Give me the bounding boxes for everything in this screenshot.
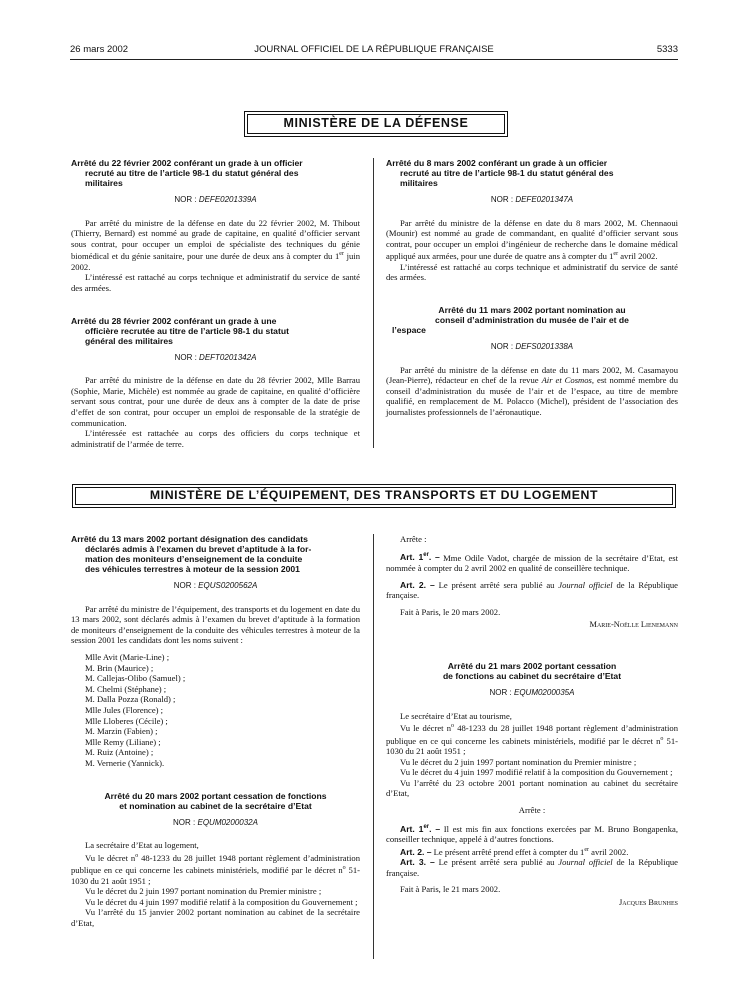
page-header: [70, 44, 678, 58]
a1-paragraph-1: Par arrêté du ministre de la défense en date du 22 février 2002, M. Thibout (Thierry, Bernard) est nommé au grade de capitaine, en qualité d’officier servant sous contrat, pour occuper un emploi de spécialiste des techniques du génie biomédical et du génie sanitaire, pour une durée de deux ans à compter du 1er juin 2002.: [71, 217, 360, 272]
a7-title: Arrêté du 21 mars 2002 portant cessation de fonctions au cabinet du secrétaire d’Etat: [442, 661, 622, 682]
a6-paragraph-5: Vu l’arrêté du 15 janvier 2002 portant nomination au cabinet de la secrétaire d’Etat,: [71, 907, 360, 928]
a2-title: Arrêté du 28 février 2002 conférant un grade à une officière recrutée au titre de l’article 98-1 du statut général des militaires: [71, 315, 289, 346]
ministry-equipment-title: MINISTÈRE DE L’ÉQUIPEMENT, DES TRANSPORTS ET DU LOGEMENT: [149, 488, 599, 502]
a6-paragraph-4: Vu le décret du 4 juin 1997 modifié relatif à la composition du Gouvernement ;: [85, 896, 358, 907]
column-divider: [373, 158, 374, 448]
a7-paragraph-2: Vu le décret $n^o$ 48-1233 du 28 juillet 1948 portant règlement d’administration publique en ce qui concerne les cabinets ministériels, modifié par le décret $n^o$ 51-1030 du 21 août 1951 ;: [386, 723, 679, 757]
ministry-defense-box: [244, 111, 508, 137]
list-item: M. Brin (Maurice) ;: [85, 662, 154, 673]
a6-nor: NOR : EQUM0200032A: [173, 817, 258, 827]
a4-nor: NOR : DEFS0201338A: [490, 342, 574, 352]
a6-signature: Marie-Noëlle Lienemann: [589, 620, 678, 630]
equipment-left-column: [71, 534, 360, 929]
a7-paragraph-1: Le secrétaire d’Etat au tourisme,: [400, 710, 512, 721]
a6-paragraph-2: Vu le décret $n^o$ 48-1233 du 28 juillet 1948 portant règlement d’administration publique en ce qui concerne les cabinets ministériels, modifié par le décret $n^o$ 51-1030 du 21 août 1951 ;: [71, 852, 360, 886]
a6-article-2: Art. 2. – Le présent arrêté sera publié au Journal officiel de la République française.: [386, 579, 678, 601]
a7-article-3: Art. 3. – Le présent arrêté sera publié au Journal officiel de la République française.: [386, 857, 678, 878]
list-item: Mlle Jules (Florence) ;: [85, 704, 164, 715]
a5-title: Arrêté du 13 mars 2002 portant désignation des candidats déclarés admis à l’examen du brevet d’aptitude à la for- mation des moniteurs d’enseignement de la conduite des véhicules terrestres à moteur de la session 2001: [71, 534, 312, 574]
a6-arrete: Arrête :: [400, 534, 427, 544]
equipment-right-column: [386, 534, 678, 909]
a6-done-at: Fait à Paris, le 20 mars 2002.: [400, 606, 501, 617]
list-item: Mlle Avit (Marie-Line) ;: [85, 651, 170, 662]
ministry-defense-title: MINISTÈRE DE LA DÉFENSE: [283, 116, 469, 130]
a7-article-2: Art. 2. – Le présent arrêté prend effet à compter du 1er avril 2002.: [400, 846, 629, 857]
a5-nor: NOR : EQUS0200562A: [173, 581, 258, 590]
a1-title: Arrêté du 22 février 2002 conférant un grade à un officier recruté au titre de l’article 98-1 du statut général des militaires: [71, 158, 303, 188]
a3-paragraph-2: L’intéressé est rattaché au corps technique et administratif du service de santé des armées.: [386, 261, 678, 283]
a1-paragraph-2: L’intéressé est rattaché au corps technique et administratif du service de santé des armées.: [71, 272, 360, 294]
a4-title: Arrêté du 11 mars 2002 portant nomination au conseil d’administration du musée de l’air et de l’espace: [392, 305, 629, 336]
list-item: Mlle Lloberes (Cécile) ;: [85, 715, 168, 726]
a4-paragraph-1: Par arrêté du ministre de la défense en date du 11 mars 2002, M. Casamayou (Jean-Pierre), rédacteur en chef de la revue Air et Cosmos, est nommé membre du conseil d’administration du musée de l’air et de l’espace, au titre de membre qualifié, en remplacement de M. Polacco (Michel), président de l’association des journalistes professionnels de l’aéronautique.: [386, 364, 678, 417]
a3-nor: NOR : DEFE0201347A: [490, 195, 574, 204]
a5-paragraph-1: Par arrêté du ministre de l’équipement, des transports et du logement en date du 13 mars 2002, sont déclarés admis à l’examen du brevet d’aptitude à la formation de moniteurs d’enseignement de la conduite des véhicules terrestres à moteur de la session 2001 les candidats dont les noms suivent :: [71, 603, 360, 646]
list-item: M. Vernerie (Yannick).: [85, 757, 165, 768]
defense-right-column: [386, 158, 678, 418]
list-item: M. Dalla Pozza (Ronald) ;: [85, 694, 176, 705]
a6-paragraph-3: Vu le décret du 2 juin 1997 portant nomination du Premier ministre ;: [85, 886, 322, 897]
a2-nor: NOR : DEFT0201342A: [174, 352, 257, 362]
list-item: M. Marzin (Fabien) ;: [85, 726, 158, 737]
ministry-equipment-box: [72, 484, 676, 508]
a7-nor: NOR : EQUM0200035A: [489, 688, 575, 698]
a1-nor: NOR : DEFE0201339A: [174, 195, 257, 204]
a5-candidate-list: [71, 652, 360, 769]
a6-title: Arrêté du 20 mars 2002 portant cessation de fonctions et nomination au cabinet de la secrétaire d’Etat: [104, 790, 327, 811]
list-item: Mlle Remy (Liliane) ;: [85, 736, 161, 747]
a6-paragraph-1: La secrétaire d’Etat au logement,: [85, 840, 199, 851]
header-date: 26 mars 2002: [70, 44, 129, 55]
defense-left-column: [71, 158, 360, 449]
a7-paragraph-4: Vu le décret du 4 juin 1997 modifié relatif à la composition du Gouvernement ;: [400, 767, 673, 778]
list-item: M. Callejas-Olibo (Samuel) ;: [85, 673, 186, 684]
a3-paragraph-1: Par arrêté du ministre de la défense en date du 8 mars 2002, M. Chennaoui (Mounir) est nommé au grade de commandant, en qualité d’officier servant sous contrat, pour occuper un emploi d’ingénieur de recherche dans le domaine médical appliqué aux armées, pour une durée de quatre ans à compter du 1er avril 2002.: [386, 217, 678, 262]
a7-paragraph-5: Vu l’arrêté du 23 octobre 2001 portant nomination au cabinet du secrétaire d’Etat,: [386, 777, 678, 799]
a7-done-at: Fait à Paris, le 21 mars 2002.: [400, 884, 501, 895]
a2-paragraph-1: Par arrêté du ministre de la défense en date du 28 février 2002, Mlle Barrau (Sophie, Marie, Michèle) est nommée au grade de capitaine, en qualité d’officière servant sous contrat, pour une durée de deux ans à compter de la date de prise d’effet de son contrat, pour occuper un emploi de responsable de la stratégie de communication.: [71, 375, 360, 428]
a7-paragraph-3: Vu le décret du 2 juin 1997 portant nomination du Premier ministre ;: [400, 756, 637, 767]
a7-article-1: Art. 1er. – Il est mis fin aux fonctions exercées par M. Bruno Bongapenka, conseiller technique, appelé à d’autres fonctions.: [386, 823, 678, 845]
list-item: M. Ruiz (Antoine) ;: [85, 747, 154, 758]
column-divider: [373, 534, 374, 959]
a7-signature: Jacques Brunhes: [619, 897, 678, 907]
a7-arrete: Arrête :: [518, 805, 546, 816]
header-page-number: 5333: [656, 44, 678, 55]
a2-paragraph-2: L’intéressée est rattachée au corps des officiers du corps technique et administratif de l’armée de terre.: [71, 428, 360, 449]
header-rule: [70, 59, 678, 60]
a3-title: Arrêté du 8 mars 2002 conférant un grade à un officier recruté au titre de l’article 98-1 du statut général des militaires: [386, 158, 614, 188]
header-journal-title: JOURNAL OFFICIEL DE LA RÉPUBLIQUE FRANÇAISE: [254, 44, 494, 55]
list-item: M. Chelmi (Stéphane) ;: [85, 683, 167, 694]
a6-article-1: Art. 1er. – Mme Odile Vadot, chargée de mission de la secrétaire d’Etat, est nommée à compter du 2 avril 2002 en qualité de conseillère technique.: [386, 552, 678, 574]
